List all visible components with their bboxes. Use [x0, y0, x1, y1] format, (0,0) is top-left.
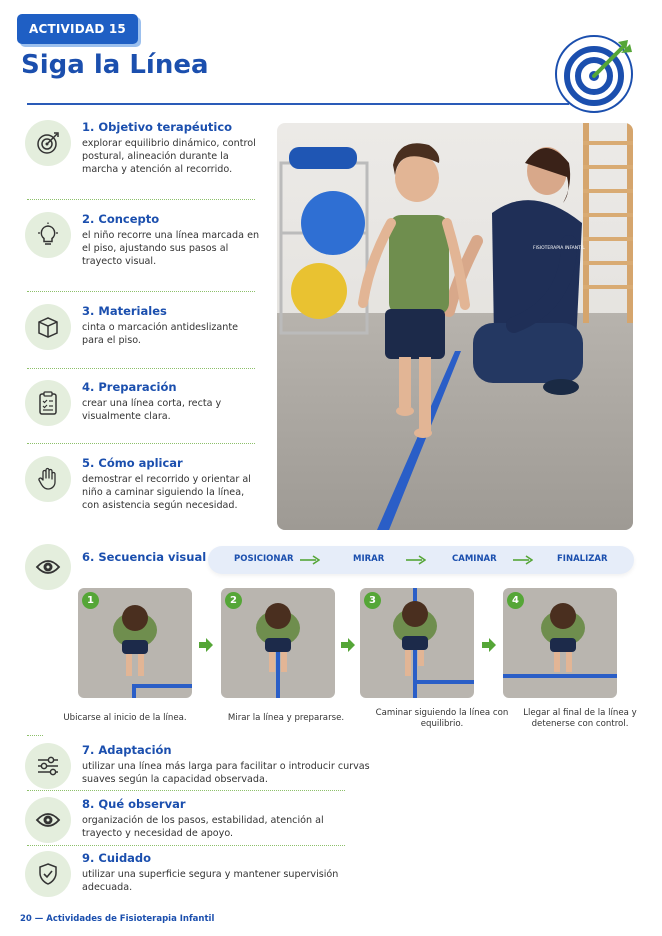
section-how-to-apply: [25, 456, 275, 518]
sequence-caption: Ubicarse al inicio de la línea.: [63, 713, 187, 723]
section-concept: [25, 212, 265, 274]
section-title: 6. Secuencia visual: [82, 550, 207, 564]
shirt-text: FISIOTERAPIA INFANTIL: [533, 246, 585, 251]
target-logo-icon: [554, 34, 634, 114]
sequence-frame-3: [360, 588, 474, 698]
arrow-right-icon: [406, 555, 426, 565]
section-text: utilizar una línea más larga para facilitar o introducir curvas suaves según la capacidad observada.: [82, 761, 370, 785]
box-icon: [25, 304, 71, 350]
section-visual-sequence: [25, 544, 205, 590]
section-text: organización de los pasos, estabilidad, atención al trayecto y necesidad de apoyo.: [82, 815, 324, 839]
title-divider: [27, 103, 569, 105]
sequence-frame-2: [221, 588, 335, 698]
hand-icon: [25, 456, 71, 502]
section-what-to-observe: [25, 797, 375, 843]
page-footer: 20 — Actividades de Fisioterapia Infantil: [20, 914, 215, 924]
sequence-step-label: MIRAR: [353, 554, 385, 564]
sequence-step-label: CAMINAR: [452, 554, 497, 564]
divider: [27, 291, 255, 292]
divider: [27, 199, 255, 200]
eye-icon: [25, 797, 71, 843]
section-title: 7. Adaptación: [82, 743, 172, 757]
section-objective: [25, 120, 265, 182]
arrow-right-icon: [481, 637, 497, 653]
sequence-caption: Caminar siguiendo la línea con equilibrio.: [375, 708, 509, 729]
sequence-caption: Mirar la línea y prepararse.: [227, 713, 345, 723]
lightbulb-icon: [25, 212, 71, 258]
section-title: 5. Cómo aplicar: [82, 456, 183, 470]
section-text: el niño recorre una línea marcada en el piso, ajustando sus pasos al trayecto visual.: [82, 230, 260, 267]
section-preparation: [25, 380, 265, 428]
section-materials: [25, 304, 265, 352]
sequence-frame-1: [78, 588, 192, 698]
arrow-right-icon: [513, 555, 533, 565]
section-title: 8. Qué observar: [82, 797, 186, 811]
divider: [27, 368, 255, 369]
sequence-step-label: POSICIONAR: [234, 554, 294, 564]
eye-icon: [25, 544, 71, 590]
divider: [27, 443, 255, 444]
main-photo: [277, 123, 633, 530]
arrow-right-icon: [300, 555, 320, 565]
step-number-badge: 2: [225, 592, 242, 609]
divider: [27, 790, 345, 791]
section-care: [25, 851, 375, 897]
arrow-right-icon: [340, 637, 356, 653]
sequence-step-label: FINALIZAR: [557, 554, 608, 564]
section-text: utilizar una superficie segura y mantener supervisión adecuada.: [82, 869, 339, 893]
sequence-caption: Llegar al final de la línea y detenerse con control.: [523, 708, 637, 729]
section-text: demostrar el recorrido y orientar al niño a caminar siguiendo la línea, con asistencia según necesidad.: [82, 474, 251, 511]
step-number-badge: 4: [507, 592, 524, 609]
step-number-badge: 1: [82, 592, 99, 609]
section-title: 3. Materiales: [82, 304, 167, 318]
section-adaptation: [25, 743, 375, 789]
step-number-badge: 3: [364, 592, 381, 609]
clipboard-icon: [25, 380, 71, 426]
sequence-bar: [208, 546, 634, 574]
target-icon: [25, 120, 71, 166]
section-text: crear una línea corta, recta y visualmente clara.: [82, 398, 222, 422]
section-title: 4. Preparación: [82, 380, 177, 394]
activity-badge: ACTIVIDAD 15: [17, 14, 138, 44]
divider: [27, 735, 43, 736]
section-text: cinta o marcación antideslizante para el piso.: [82, 322, 239, 346]
arrow-right-icon: [198, 637, 214, 653]
section-text: explorar equilibrio dinámico, control postural, alineación durante la marcha y atención al recorrido.: [82, 138, 256, 175]
sliders-icon: [25, 743, 71, 789]
section-title: 9. Cuidado: [82, 851, 152, 865]
section-title: 2. Concepto: [82, 212, 160, 226]
section-title: 1. Objetivo terapéutico: [82, 120, 233, 134]
shield-check-icon: [25, 851, 71, 897]
divider: [27, 845, 345, 846]
page-title: Siga la Línea: [21, 50, 209, 80]
sequence-frame-4: [503, 588, 617, 698]
